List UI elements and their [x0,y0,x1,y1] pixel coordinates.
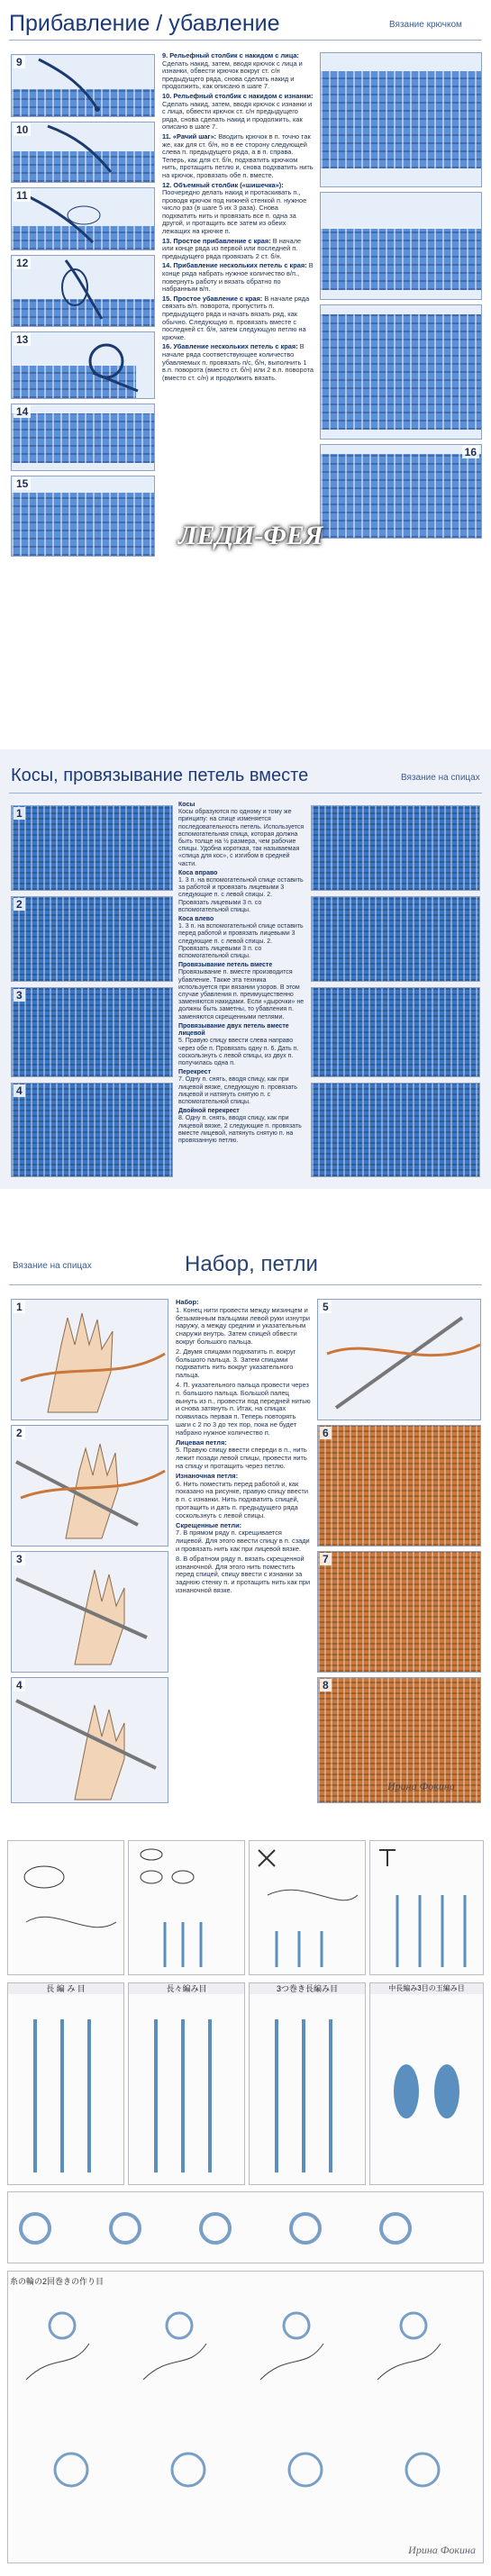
instruction-paragraph: Лицевая петля: 5. Правую спицу ввести спереди в п., нить лежит позади левой спицы, провести нить на спицу и протащить через петлю. [176,1438,307,1470]
panel-number: 4 [14,1084,25,1097]
instructions [178,802,305,1180]
knit-panel-right-a [311,805,480,891]
ring-row [7,2271,484,2563]
instruction-paragraph: Провязывание петель вместе Провязывание п. вместе производится убавление. Также эта техника используется при вязании узоров. В этом случае убавления п. преимущественно заменяются накидами. Если «дырочки» не должны быть заметны, то убавления п. заменяются скрещенными петлями. [178,962,305,1020]
panel-number: 3 [14,1553,25,1565]
divider [9,793,482,794]
panel-number: 1 [14,807,25,820]
cast-on-panel-3 [11,1551,168,1673]
panel-number: 16 [462,446,479,458]
panel-number: 10 [14,123,31,136]
chain-stitch-icon [129,1841,245,1975]
panel-number: 11 [14,189,31,202]
instruction-paragraph: 4. П. указательного пальца провести через п. большого пальца. Большой палец вынуть из п., провести под передней нитью и снова затянуть п. Итак, на спицах появилась первая п. Теперь повторять шаги с 2 по 3 до тех пор, пока не будет набрано нужное количество п. [176,1380,311,1437]
instruction-paragraph: Скрещенные петли: 7. В прямом ряду п. скрещивается лицевой. Для этого ввести спицу в п. сзади и провязать нить как при лицевой вязке. [176,1520,310,1553]
instruction-paragraph: 8. В обратном ряду п. вязать скрещенной изнаночной. Для этого нить поместить перед спицей, спицу ввести с изнанки за заднюю стенку п. и протащить нить как при изнаночной вязке. [176,1554,311,1594]
instruction-paragraph: 14. Прибавление нескольких петель с края: В конце ряда набрать нужное количество в/п., повернуть работу и вязать обратно по набранным в/п. [162,261,314,294]
watermark: ЛЕДИ-ФЕЯ [178,521,323,550]
panel-number: 15 [14,477,31,490]
crochet-hook-icon [12,122,155,183]
cast-on-panel-2 [11,1425,168,1547]
instructions [162,52,314,557]
instructions [176,1299,311,1803]
panel-9 [11,54,155,117]
chart-cell [128,1840,245,1975]
section-japanese-charts [0,1833,491,2571]
hand-icon [12,1300,168,1420]
hand-icon [12,1552,168,1673]
panel-number: 6 [320,1427,332,1439]
instruction-paragraph: 13. Простое прибавление с края: В начале или конце ряда из первой или последней п. предыдущего ряда провязать 2 ст. б/н. [162,236,302,260]
cast-on-panel-4 [11,1677,168,1803]
instruction-paragraph: Коса влево 1. 3 п. на вспомогательной спице оставить перед работой и провязать лицевыми 3 следующие п. с левой спицы. 2. Провязать лицевыми 3 п. со вспомогательной спицы. [178,916,304,960]
instruction-paragraph: Двойной перекрест 8. Одну п. снять, вводя спицу, как при лицевой вязке, 2 следующие п. провязать вместе лицевой, натянуть снятую п. на провязанную петлю. [178,1108,302,1144]
section-tag: Вязание на спицах [13,1261,92,1271]
instruction-paragraph: Коса вправо 1. 3 п. на вспомогательной спице оставить за работой и провязать лицевыми 3 следующие п. с левой спицы. 2. Провязать лицевыми 3 п. со вспомогательной спицы. [178,869,304,913]
instruction-paragraph: 12. Объемный столбик («шишечка»): Поочередно делать накид и протаскивать п., проводя крючок под нижней стенкой п. нужное число раз (в шаге 5 их 3 раза). Снова подхватить нить и провязать все п. одна за другой, и протащить все затем из обеих лежащих на крючке п. [162,180,307,236]
chart-cell [249,1982,366,2185]
instruction-paragraph: Изнаночная петля: 6. Нить поместить перед работой и, как показано на рисунке, правую спицу ввести в п. с изнанки. Нить подхватить спицей, протащить и дать п. предыдущего ряда соскользнуть с левой спицы. [176,1471,308,1519]
panel-16 [320,444,482,539]
instruction-paragraph: Косы Косы образуются по одному и тому же принципу: на спице изменяется последовательность петель. Используется вспомогательная спица, которая должна быть толще на ½ размера, чем рабочие спицы. Удобна короткая, так называемая «спица для кос», с изгибом в средней части. [178,802,305,867]
stitch-panel-7 [317,1551,481,1673]
magic-ring-icon [8,2192,484,2263]
stitch-caption: 中長編み3目の玉編み目 [370,1983,483,1994]
panel-13 [11,331,155,399]
page-title: Косы, провязывание петель вместе [11,766,309,785]
chart-cell [369,1982,484,2185]
instruction-paragraph: 15. Простое убавление с края: В начале ряда связать в/п. поворота, пропустить п. предыдущего ряда и начать вязать ряд, как обычно. Следующую п. провязать вместе с последней ст. б/н, затем следующую петлю на крючке. [162,294,310,341]
panel-right-a [320,52,482,187]
stitch-panel-6 [317,1425,481,1547]
section-crochet [0,0,491,563]
chart-cell [249,1840,366,1975]
panel-number: 2 [14,898,25,911]
page-title: Набор, петли [185,1252,318,1276]
triple-treble-icon [250,1983,366,2185]
chart-cell [7,1840,124,1975]
section-tag: Вязание на спицах [401,773,480,783]
cable-panel-1 [11,805,173,891]
panel-12 [11,255,155,327]
divider [9,1284,482,1285]
section-cables [0,749,491,1189]
panel-number: 5 [320,1301,332,1313]
instruction-paragraph: 9. Рельефный столбик с накидом с лица: Сделать накид, затем, вводя крючок с лица и изнанки, обвести крючок вокруг ст. с/н предыдущего ряда, снова сделать накид и продолжить, как описано в шаге 7. [162,52,303,91]
row-label: 糸の輪の2回巻きの作り目 [10,2277,105,2286]
knit-panel-right-b [311,896,480,982]
panel-14 [11,404,155,471]
panel-number: 7 [320,1553,332,1565]
panel-number: 12 [14,257,31,269]
needle-icon [318,1300,481,1420]
cable-panel-3 [11,987,173,1077]
panel-number: 14 [14,405,31,418]
panel-number: 2 [14,1427,25,1439]
hand-ring-icon [8,2272,484,2563]
hand-yarn-icon [8,1841,124,1975]
panel-number: 9 [14,56,25,68]
double-crochet-icon [8,1983,124,2185]
instruction-paragraph: 11. «Рачий шаг»: Вводить крючок в п. точно так же, как для ст. б/н, но в ее сторону следующей слева п. предыдущего ряда, а в п. справа. Теперь, как для ст. б/н, подхватить крючком нить, протащить петлю и, снова подхватить нить на крючок, провязать обе п. вместе. [162,132,314,179]
cable-panel-4 [11,1083,173,1177]
page-title: Прибавление / убавление [9,11,280,36]
panel-number: 8 [320,1679,332,1692]
knit-panel-right-d [311,1083,480,1177]
bobble-stitch-icon [370,1983,484,2185]
stitch-caption: 長々編み目 [129,1983,244,1994]
section-cast-on [0,1234,491,1810]
crochet-hook-icon [12,188,155,250]
section-tag: Вязание крючком [389,20,462,30]
slip-stitch-icon [250,1841,366,1975]
treble-crochet-icon [129,1983,245,2185]
instruction-paragraph: 10. Рельефный столбик с накидом с изнанки: Сделать накид, затем, вводя крючок с изнанки и с лица, обвести крючок ст. с/н предыдущего ряда, снова сделать накид и продолжить, как описано в шаге 7. [162,91,314,132]
panel-15 [11,476,155,557]
instruction-paragraph: 2. Двумя спицами подхватить п. вокруг большого пальца. 3. Затем спицами подхватить нить вокруг указательного пальца. [176,1347,296,1380]
hand-icon [12,1426,168,1547]
panel-number: 1 [14,1301,25,1313]
hand-icon [12,1678,168,1803]
chart-cell [128,1982,245,2185]
watermark: Ирина Фокина [408,2544,476,2556]
panel-right-c [320,304,482,440]
instruction-paragraph: Набор: 1. Конец нити провести между мизинцем и безымянным пальцами левой руки изнутри наружу, а между средним и указательным снаружи внутрь. Затем спицей обвести вокруг большого пальца. [176,1299,310,1346]
panel-number: 3 [14,989,25,1002]
ring-strip [7,2191,484,2263]
panel-number: 4 [14,1679,25,1692]
crochet-hook-icon [12,55,155,117]
instruction-paragraph: 16. Убавление нескольких петель с края: В начале ряда соответствующее количество убавляемых п. провязать п/с, б/н, выполнить 1 в.п. поворота (вместо ст. б/н) или 2 в.п. поворота (вместо ст. с/н) и продолжить вязать. [162,342,314,382]
panel-11 [11,187,155,250]
crochet-hook-icon [12,256,155,327]
knit-panel-right-c [311,987,480,1077]
chart-cell [369,1840,484,1975]
panel-10 [11,122,155,183]
stitch-panel-5 [317,1299,481,1420]
cast-on-panel-1 [11,1299,168,1420]
single-crochet-icon [370,1841,484,1975]
watermark: Ирина Фокина [387,1780,455,1792]
chart-cell [7,1982,124,2185]
instruction-paragraph: Перекрест 7. Одну п. снять, вводя спицу, как при лицевой вязке, следующую п. провязать лицевой и натянуть снятую п. с вспомогательной спицы. [178,1069,297,1105]
divider [9,40,482,41]
cable-panel-2 [11,896,173,982]
stitch-caption: 長 編 み 目 [8,1983,123,1994]
stitch-caption: 3つ巻き長編み目 [250,1983,365,1994]
instruction-paragraph: Провязывание двух петель вместе лицевой 5. Правую спицу ввести слева направо через обе п. Провязать одну п. 6. Дать п. соскользнуть с левой спицы, из двух п. получилась одна п. [178,1022,299,1066]
panel-number: 13 [14,333,31,346]
crochet-hook-icon [12,332,155,399]
panel-right-b [320,192,482,300]
